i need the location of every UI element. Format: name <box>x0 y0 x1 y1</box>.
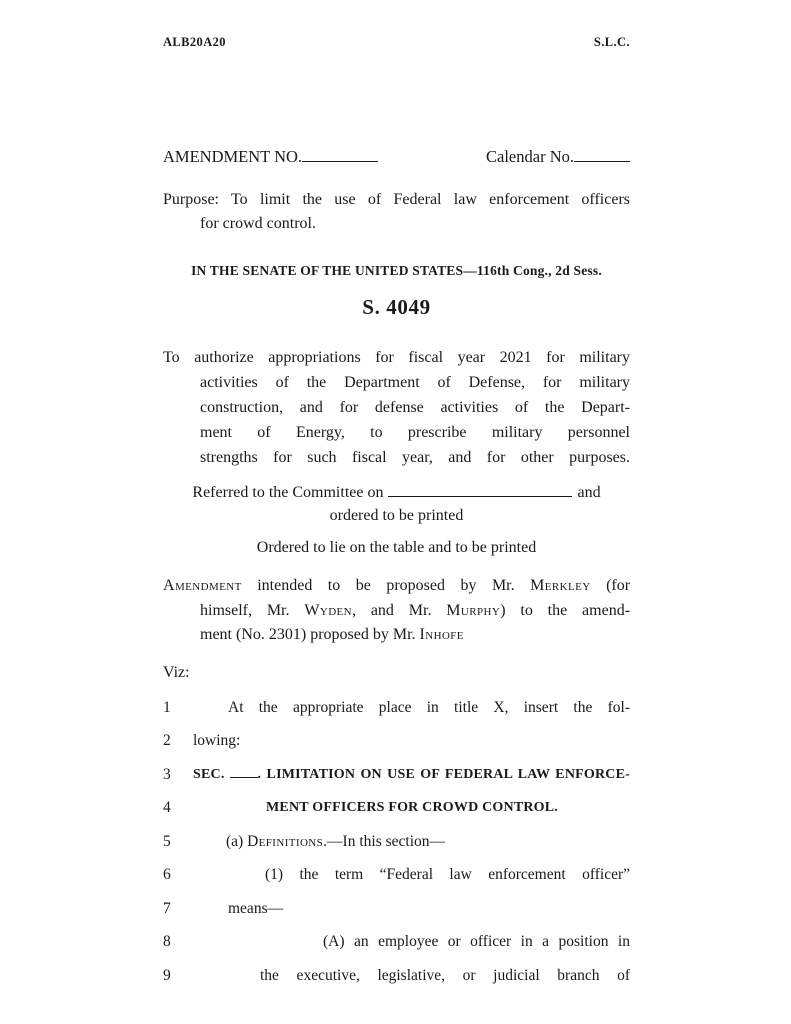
referral-line: ordered to be printed <box>329 507 464 524</box>
referral-text: and <box>577 484 601 501</box>
section-label: SEC. <box>193 766 225 782</box>
bill-line <box>163 691 630 725</box>
bill-line <box>163 758 630 792</box>
referral-text: Referred to the Committee on <box>192 484 384 501</box>
referral-line <box>163 481 630 504</box>
purpose-line: for crowd control. <box>200 215 316 232</box>
preamble-text: ment (No. 2301) proposed by Mr. <box>200 626 416 643</box>
sponsor-name: Amendment <box>163 577 242 594</box>
sponsor-name: Murphy <box>446 601 501 619</box>
amendment-no-group <box>163 143 378 170</box>
line-number: 2 <box>163 732 171 749</box>
preamble-text: , and Mr. <box>352 601 432 619</box>
bill-line <box>163 825 630 859</box>
long-title-line: construction, and for defense activities of the Depart- <box>200 399 630 416</box>
page-header <box>163 35 630 50</box>
amendment-number-row <box>163 143 630 170</box>
preamble-line <box>163 623 630 648</box>
preamble-text: (for <box>606 577 631 594</box>
section-number-blank <box>230 765 258 778</box>
line-number: 4 <box>163 799 171 816</box>
line-text <box>193 825 630 859</box>
committee-referral <box>163 481 630 527</box>
section-heading-line <box>193 758 630 792</box>
line-number: 3 <box>163 765 171 783</box>
amendment-no-label: AMENDMENT NO. <box>163 147 303 166</box>
preamble-text: himself, Mr. <box>200 601 290 619</box>
purpose-statement <box>163 188 630 236</box>
long-title <box>163 345 630 470</box>
long-title-line: activities of the Department of Defense, for military <box>200 374 630 391</box>
viz-label: Viz: <box>163 663 190 681</box>
preamble-text: ) to the amend- <box>500 601 631 619</box>
committee-name-blank <box>388 482 572 497</box>
line-text: means— <box>228 899 284 917</box>
line-text: the executive, legislative, or judicial branch of <box>260 966 630 984</box>
bill-line <box>163 791 630 825</box>
calendar-no-label: Calendar No. <box>486 147 574 166</box>
sponsor-name: Inhofe <box>419 626 464 643</box>
bill-number: S. 4049 <box>362 295 431 319</box>
senate-caption: IN THE SENATE OF THE UNITED STATES—116th Cong., 2d Sess. <box>191 263 602 278</box>
bill-line <box>163 892 630 926</box>
line-text: (1) the term “Federal law enforcement officer” <box>265 866 630 883</box>
line-number: 1 <box>163 698 171 716</box>
table-order-line: Ordered to lie on the table and to be printed <box>256 539 537 556</box>
amendment-preamble <box>163 574 630 648</box>
line-text: lowing: <box>193 732 241 749</box>
line-text: (A) an employee or officer in a position in <box>323 933 630 950</box>
bill-line <box>163 925 630 959</box>
subsection-label: (a) <box>226 832 244 850</box>
amendment-no-blank <box>302 147 378 162</box>
office-code: S.L.C. <box>593 35 630 49</box>
line-number: 8 <box>163 933 171 950</box>
line-text: At the appropriate place in title X, insert the fol- <box>228 698 630 716</box>
line-number: 7 <box>163 899 171 917</box>
bill-line <box>163 724 630 758</box>
preamble-text: intended to be proposed by Mr. <box>257 577 515 594</box>
preamble-line <box>163 599 630 624</box>
sponsor-name: Wyden <box>304 601 352 619</box>
bill-text-lines <box>163 691 630 993</box>
section-heading-line: MENT OFFICERS FOR CROWD CONTROL. <box>266 800 558 815</box>
long-title-line: strengths for such fiscal year, and for other purposes. <box>200 449 630 466</box>
long-title-line: ment of Energy, to prescribe military personnel <box>200 424 630 441</box>
sponsor-name: Merkley <box>530 577 591 594</box>
section-title-text: . LIMITATION ON USE OF FEDERAL LAW ENFORCE- <box>257 766 630 782</box>
doc-code: ALB20A20 <box>163 35 226 49</box>
bill-line <box>163 858 630 892</box>
line-number: 5 <box>163 832 171 850</box>
calendar-no-blank <box>574 147 630 162</box>
preamble-line <box>163 574 630 599</box>
defined-term-heading: Definitions <box>247 832 324 850</box>
calendar-no-group <box>486 143 630 170</box>
line-number: 9 <box>163 966 171 984</box>
line-text: .—In this section— <box>323 832 446 850</box>
line-number: 6 <box>163 866 171 883</box>
long-title-line: To authorize appropriations for fiscal year 2021 for military <box>163 349 630 366</box>
bill-line <box>163 959 630 993</box>
purpose-line: Purpose: To limit the use of Federal law enforcement officers <box>163 191 630 208</box>
